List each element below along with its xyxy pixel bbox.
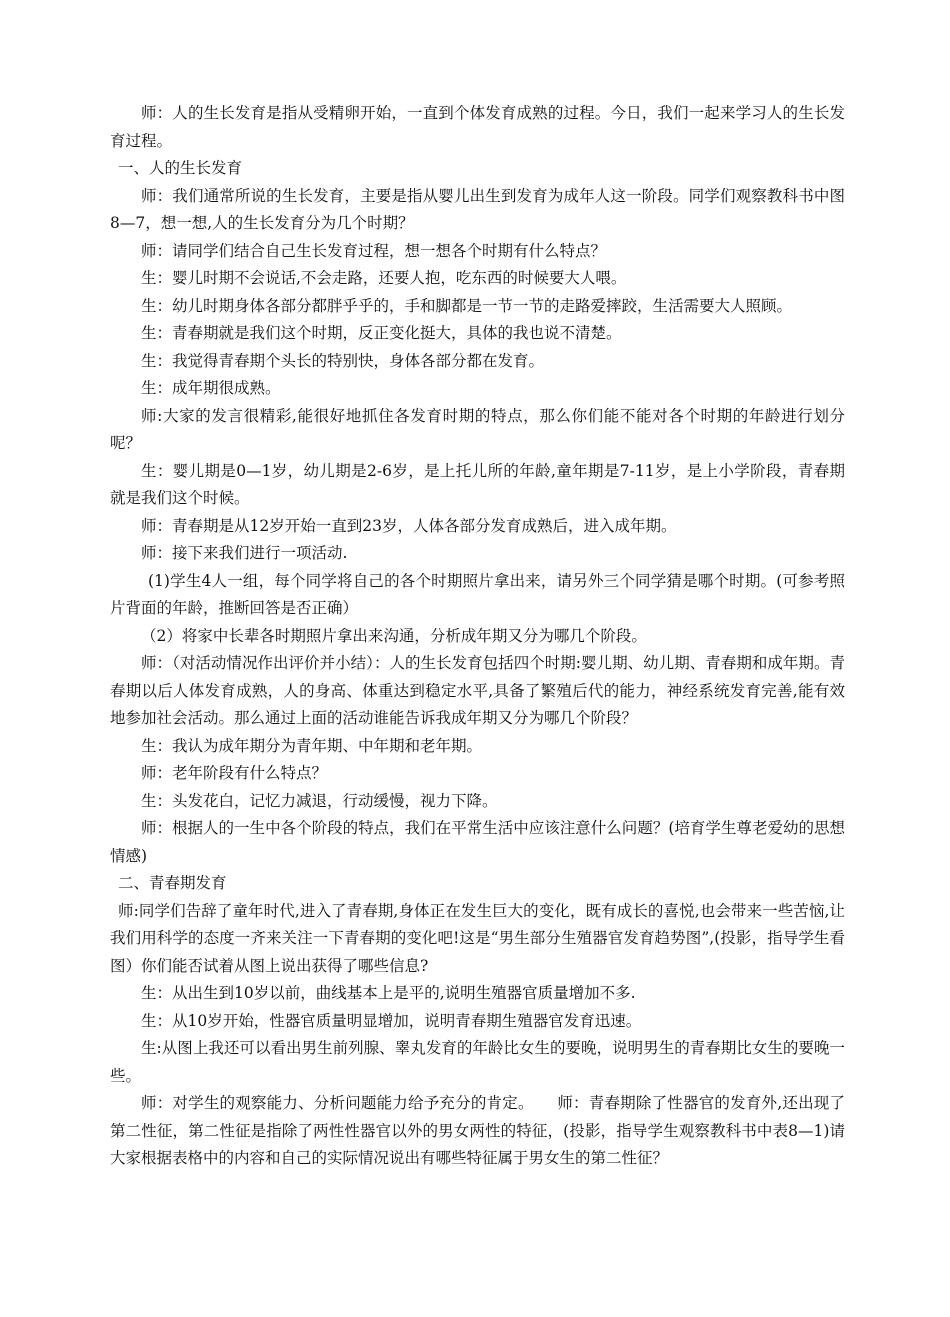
paragraph-2: 师：我们通常所说的生长发育，主要是指从婴儿出生到发育为成年人这一阶段。同学们观察教科书中图8—7，想一想,人的生长发育分为几个时期？ [110,186,845,232]
paragraph-22: 师：对学生的观察能力、分析问题能力给予充分的肯定。 师：青春期除了性器官的发育外,还出现了第二性征，第二性征是指除了两性性器官以外的男女两性的特征，(投影，指导学生观察教科书中表8—1)请大家根据表格中的内容和自己的实际情况说出有哪些特征属于男女生的第二性征？ [110,1094,845,1167]
paragraph-6: 生：青春期就是我们这个时期，反正变化挺大，具体的我也说不清楚。 [141,324,622,342]
paragraph-21: 生:从图上我还可以看出男生前列腺、睾丸发育的年龄比女生的要晚，说明男生的青春期比女生的要晚一些。 [110,1039,845,1085]
paragraph-5: 生：幼儿时期身体各部分都胖乎乎的，手和脚都是一节一节的走路爱摔跤，生活需要大人照顾。 [141,296,793,315]
paragraph-14: 生：我认为成年期分为青年期、中年期和老年期。 [141,736,483,755]
paragraph-activity-1: (1)学生4人一组，每个同学将自己的各个时期照片拿出来，请另外三个同学猜是哪个时期。(可参考照片背面的年龄，推断回答是否正确） [110,571,845,617]
paragraph-19: 生：从出生到10岁以前，曲线基本上是平的,说明生殖器官质量增加不多. [141,984,636,1002]
paragraph-17: 师：根据人的一生中各个阶段的特点，我们在平常生活中应该注意什么问题？(培育学生尊老爱幼的思想情感) [110,819,845,865]
paragraph-7: 生：我觉得青春期个头长的特别快，身体各部分都在发育。 [141,351,545,370]
paragraph-15: 师：老年阶段有什么特点？ [141,764,328,782]
paragraph-13: 师：（对活动情况作出评价并小结）：人的生长发育包括四个时期:婴儿期、幼儿期、青春期和成年期。青春期以后人体发育成熟，人的身高、体重达到稳定水平,具备了繁殖后代的能力，神经系统发育完善,能有效地参加社会活动。那么通过上面的活动谁能告诉我成年期又分为哪几个阶段？ [110,654,845,727]
paragraph-16: 生：头发花白，记忆力减退，行动缓慢，视力下降。 [141,791,498,810]
paragraph-4: 生：婴儿时期不会说话,不会走路，还要人抱，吃东西的时候要大人喂。 [141,269,627,287]
paragraph-18: 师:同学们告辞了童年时代,进入了青春期,身体正在发生巨大的变化，既有成长的喜悦,也会带来一些苦恼,让我们用科学的态度一齐来关注一下青春期的变化吧!这是“男生部分生殖器官发育趋势图”,(投影，指导学生看图）你们能否试着从图上说出获得了哪些信息? [110,901,845,975]
paragraph-20: 生：从10岁开始，性器官质量明显增加，说明青春期生殖器官发育迅速。 [141,1011,642,1030]
section-heading-1: 一、人的生长发育 [118,159,243,177]
paragraph-12: 师：接下来我们进行一项活动. [141,544,348,562]
paragraph-10: 生：婴儿期是0—1岁，幼儿期是2-6岁，是上托儿所的年龄,童年期是7-11岁，是上小学阶段，青春期就是我们这个时候。 [110,461,845,507]
document-body [110,100,845,1173]
paragraph-3: 师：请同学们结合自己生长发育过程，想一想各个时期有什么特点？ [141,241,607,260]
paragraph-11: 师：青春期是从12岁开始一直到23岁，人体各部分发育成熟后，进入成年期。 [141,516,677,535]
paragraph-activity-2: （2）将家中长辈各时期照片拿出来沟通，分析成年期又分为哪几个阶段。 [141,626,647,645]
paragraph-8: 生：成年期很成熟。 [141,379,281,397]
section-heading-2: 二、青春期发育 [118,874,227,892]
paragraph-1: 师：人的生长发育是指从受精卵开始，一直到个体发育成熟的过程。今日，我们一起来学习人的生长发育过程。 [110,104,845,150]
paragraph-9: 师:大家的发言很精彩,能很好地抓住各发育时期的特点，那么你们能不能对各个时期的年龄进行划分呢？ [110,406,845,452]
